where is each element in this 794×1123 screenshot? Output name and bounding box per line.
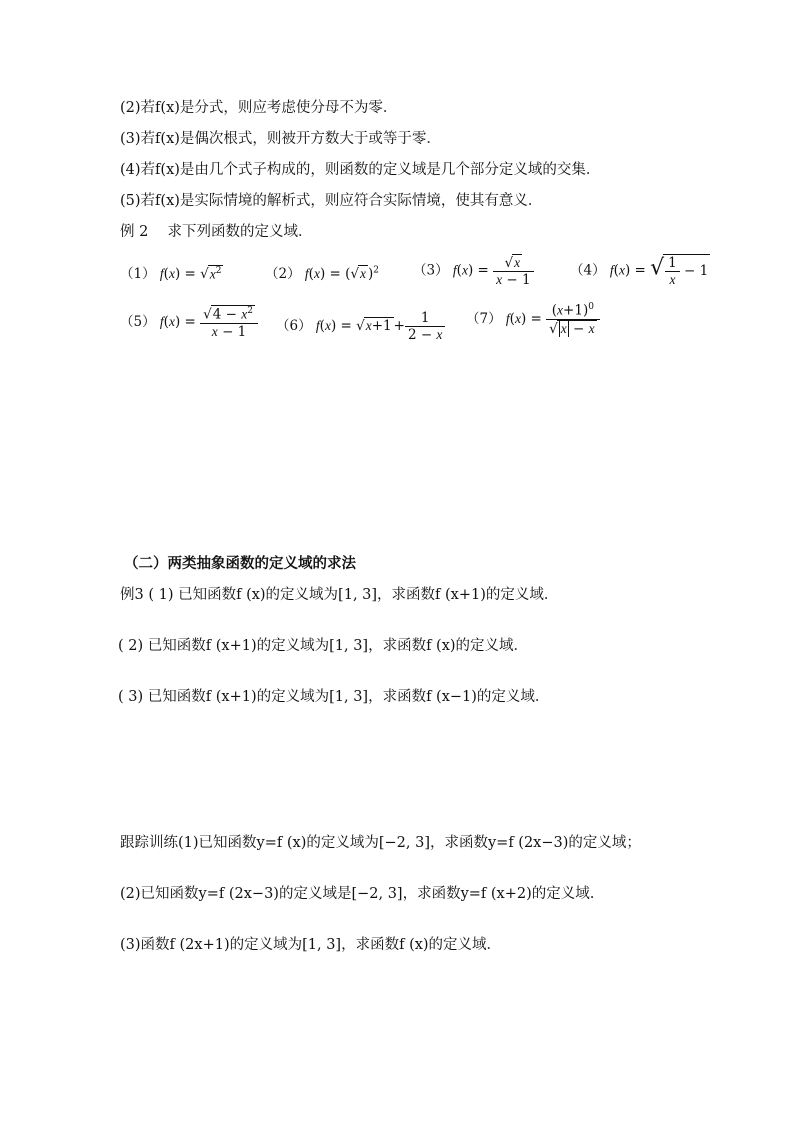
example-2-item-3: （3） f(x) = $\frac{√x}{x - 1}$ — [413, 254, 534, 288]
practice-1: 跟踪训练(1)已知函数y=f (x)的定义域为[−2, 3]，求函数y=f (2x−3)的定义域； — [120, 835, 641, 851]
practice-2: (2)已知函数y=f (2x−3)的定义域是[−2, 3]，求函数y=f (x+2)的定义域. — [120, 886, 595, 902]
example-2-item-5: （5） f(x) = $\frac{√4 - x^2}{x - 1}$ — [120, 305, 258, 340]
item-label: （5） — [120, 313, 156, 330]
example-2-item-4: （4） f(x) = √ $\frac{1}{x}$ − 1 — [570, 255, 709, 287]
item-label: （7） — [466, 310, 502, 327]
example-3-part-1: 例3 ( 1) 已知函数f (x)的定义域为[1, 3]，求函数f (x+1)的定义域． — [120, 587, 559, 603]
item-label: （1） — [120, 266, 156, 282]
practice-3: (3)函数f (2x+1)的定义域为[1, 3]，求函数f (x)的定义域． — [120, 937, 502, 953]
rule-5: (5)若f(x)是实际情境的解析式，则应符合实际情境，使其有意义． — [120, 193, 543, 209]
item-label: （6） — [276, 318, 312, 334]
example-3-part-2: ( 2) 已知函数f (x+1)的定义域为[1, 3]，求函数f (x)的定义域． — [118, 638, 529, 654]
example-2-item-1: （1） $f(x) = √x^2$ — [120, 265, 222, 282]
item-label: （3） — [413, 262, 449, 279]
item-label: （2） — [265, 266, 301, 282]
section-heading: （二）两类抽象函数的定义域的求法 — [124, 555, 356, 572]
example-2-item-7: （7） f(x) = $\frac{(x+1)^0}{√ x - x}$ — [466, 302, 600, 337]
example-2-title: 例 2 求下列函数的定义域． — [120, 224, 313, 240]
rule-4: (4)若f(x)是由几个式子构成的，则函数的定义域是几个部分定义域的交集． — [120, 162, 601, 178]
example-3-part-3: ( 3) 已知函数f (x+1)的定义域为[1, 3]，求函数f (x−1)的定义域． — [118, 689, 550, 705]
rule-2: (2)若f(x)是分式，则应考虑使分母不为零． — [120, 100, 398, 116]
example-2-item-2: （2） f(x) = (√x )$^2$ — [265, 265, 379, 282]
item-label: （4） — [570, 262, 606, 279]
example-2-item-6: （6） f(x) = √x+1 + $\frac{1}{2 - x}$ — [276, 310, 445, 343]
rule-3: (3)若f(x)是偶次根式，则被开方数大于或等于零． — [120, 131, 441, 147]
